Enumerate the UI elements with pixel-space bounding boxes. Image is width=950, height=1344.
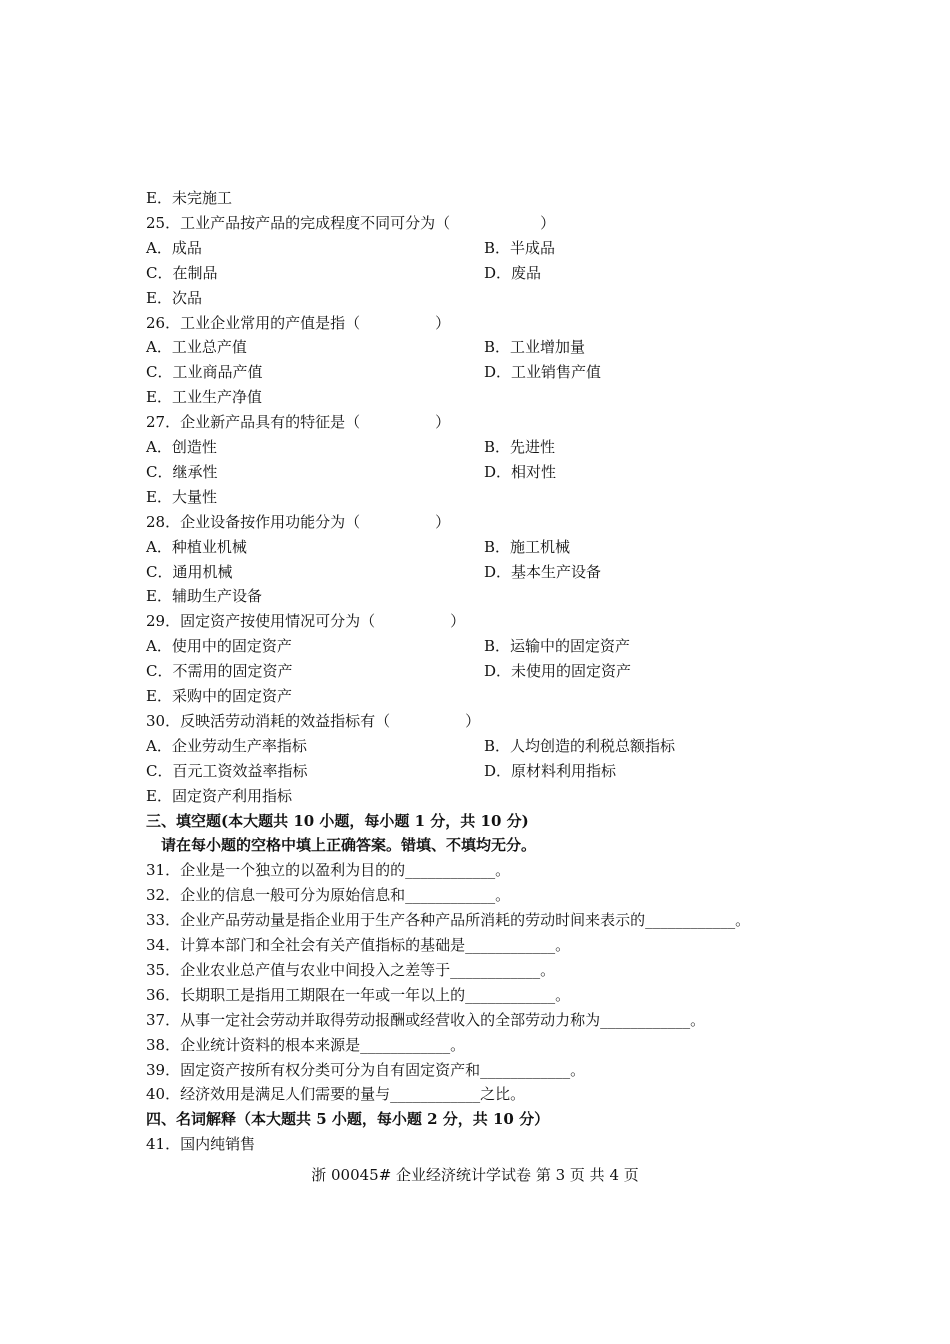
line-text: 四、名词解释（本大题共 5 小题，每小题 2 分，共 10 分） <box>146 1110 550 1129</box>
line-text: 35．企业农业总产值与农业中间投入之差等于____________。 <box>146 960 556 979</box>
line-text: E．未完施工 <box>146 189 232 207</box>
line-text: 37．从事一定社会劳动并取得劳动报酬或经营收入的全部劳动力称为____________。 <box>146 1010 706 1029</box>
line-text: C．百元工资效益率指标 <box>146 761 308 780</box>
option-row <box>146 360 602 385</box>
line-text: A．种植业机械 <box>146 537 247 556</box>
option-row <box>146 634 631 659</box>
question-line <box>146 958 555 983</box>
question-line <box>146 1058 585 1083</box>
option-right: D．基本生产设备 <box>484 562 602 581</box>
question-line <box>146 883 510 908</box>
option-right: D．未使用的固定资产 <box>484 662 632 681</box>
option-row <box>146 435 556 460</box>
line-text: C．在制品 <box>146 263 218 282</box>
option-right: B．半成品 <box>484 238 556 257</box>
question-line <box>146 933 570 958</box>
line-text: 请在每小题的空格中填上正确答案。错填、不填均无分。 <box>146 836 537 855</box>
line-text: 25．工业产品按产品的完成程度不同可分为（ ） <box>146 213 556 232</box>
line-text: 30．反映活劳动消耗的效益指标有（ ） <box>146 711 481 730</box>
option-row <box>146 261 542 286</box>
page-footer: 浙 00045# 企业经济统计学试卷 第 3 页 共 4 页 <box>311 1166 639 1184</box>
option-right: B．人均创造的利税总额指标 <box>484 736 676 755</box>
option-row <box>146 460 557 485</box>
line-text: E．采购中的固定资产 <box>146 687 292 705</box>
option-right: D．废品 <box>484 263 542 282</box>
option-right: B．施工机械 <box>484 537 571 556</box>
line-text: C．不需用的固定资产 <box>146 662 293 681</box>
option-row <box>146 734 676 759</box>
question-line <box>146 709 480 734</box>
option-row <box>146 560 602 585</box>
line-text: E．大量性 <box>146 487 217 506</box>
line-text: A．使用中的固定资产 <box>146 637 292 656</box>
line-text: 31．企业是一个独立的以盈利为目的的____________。 <box>146 861 511 880</box>
section-heading <box>146 833 536 858</box>
section-heading <box>146 809 529 834</box>
line-text: 32．企业的信息一般可分为原始信息和____________。 <box>146 886 511 905</box>
question-line <box>146 1132 255 1157</box>
line-text: E．辅助生产设备 <box>146 587 262 606</box>
option-row <box>146 759 617 784</box>
line-text: A．创造性 <box>146 438 217 456</box>
line-text: 41．国内纯销售 <box>146 1135 256 1154</box>
question-line <box>146 1082 525 1107</box>
line-text: 40．经济效用是满足人们需要的量与____________之比。 <box>146 1085 526 1104</box>
option-row <box>146 535 571 560</box>
option-row <box>146 335 586 360</box>
line-text: 三、填空题(本大题共 10 小题，每小题 1 分，共 10 分) <box>146 811 529 830</box>
option-right: D．原材料利用指标 <box>484 761 617 780</box>
option-right: D．工业销售产值 <box>484 363 602 382</box>
line-text: 39．固定资产按所有权分类可分为自有固定资产和____________。 <box>146 1060 586 1079</box>
option-right: B．先进性 <box>484 438 556 456</box>
section-heading <box>146 1107 549 1132</box>
line-text: E．工业生产净值 <box>146 388 262 407</box>
option-right: B．工业增加量 <box>484 338 586 357</box>
line-text: C．工业商品产值 <box>146 363 263 382</box>
question-line <box>146 858 510 883</box>
question-line <box>146 584 262 609</box>
question-line <box>146 485 217 510</box>
option-row <box>146 236 556 261</box>
line-text: A．工业总产值 <box>146 338 247 357</box>
line-text: 29．固定资产按使用情况可分为（ ） <box>146 612 466 631</box>
line-text: 36．长期职工是指用工期限在一年或一年以上的____________。 <box>146 985 571 1004</box>
question-line <box>146 510 450 535</box>
question-line <box>146 908 750 933</box>
line-text: 38．企业统计资料的根本来源是____________。 <box>146 1035 466 1054</box>
option-right: D．相对性 <box>484 462 557 481</box>
question-line <box>146 609 465 634</box>
question-line <box>146 410 450 435</box>
question-line <box>146 311 450 336</box>
line-text: E．次品 <box>146 288 202 307</box>
line-text: 27．企业新产品具有的特征是（ ） <box>146 413 451 432</box>
line-text: 33．企业产品劳动量是指企业用于生产各种产品所消耗的劳动时间来表示的____________。 <box>146 911 751 930</box>
line-text: C．继承性 <box>146 462 218 481</box>
question-line <box>146 784 292 809</box>
question-line <box>146 1008 705 1033</box>
line-text: C．通用机械 <box>146 562 233 581</box>
line-text: 26．工业企业常用的产值是指（ ） <box>146 313 451 332</box>
line-text: E．固定资产利用指标 <box>146 786 292 805</box>
question-line <box>146 211 555 236</box>
line-text: A．成品 <box>146 238 202 257</box>
option-right: B．运输中的固定资产 <box>484 637 631 656</box>
question-line <box>146 983 570 1008</box>
line-text: A．企业劳动生产率指标 <box>146 736 307 755</box>
line-text: 34．计算本部门和全社会有关产值指标的基础是____________。 <box>146 936 571 954</box>
line-text: 28．企业设备按作用功能分为（ ） <box>146 512 451 531</box>
option-row <box>146 659 632 684</box>
question-line <box>146 1033 465 1058</box>
question-line <box>146 684 292 709</box>
question-line <box>146 385 262 410</box>
question-line <box>146 186 232 211</box>
question-line <box>146 286 202 311</box>
